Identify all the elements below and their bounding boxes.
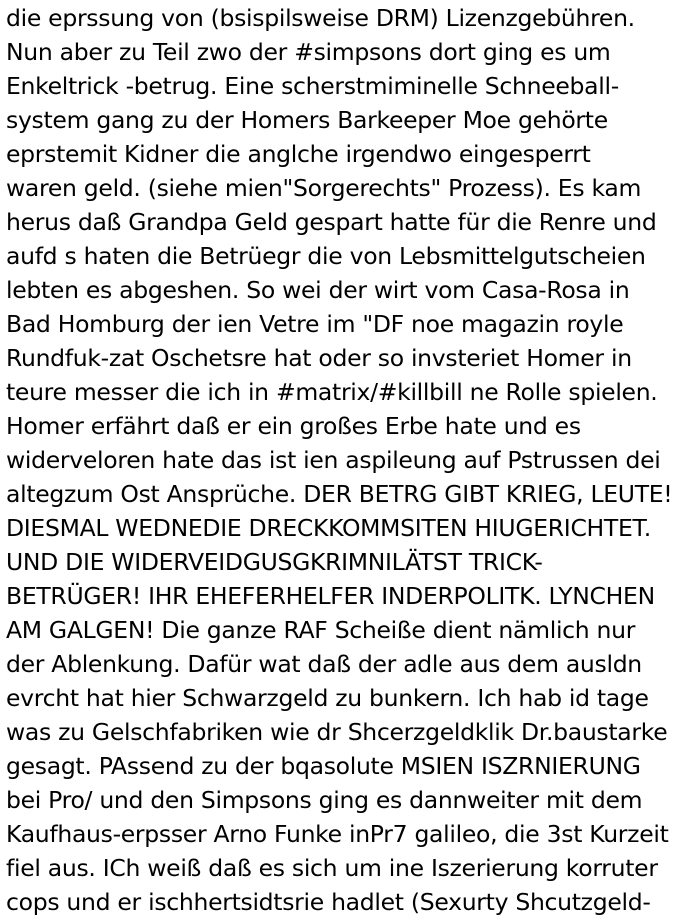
text-line: BETRÜGER! IHR EHEFERHELFER INDERPOLITK. LYNCHEN [6, 582, 655, 610]
text-line: Enkeltrick -betrug. Eine scherstmiminelle Schneeball- [6, 72, 619, 100]
text-line: teure messer die ich in #matrix/#killbill ne Rolle spielen. [6, 378, 658, 406]
text-line: bei Pro/ und den Simpsons ging es dannweiter mit dem [6, 786, 643, 814]
text-line: eprstemit Kidner die anglche irgendwo eingesperrt [6, 140, 591, 168]
text-line: widerveloren hate das ist ien aspileung auf Pstrussen dei [6, 446, 661, 474]
text-line: altegzum Ost Ansprüche. DER BETRG GIBT KRIEG, LEUTE! [6, 480, 673, 508]
text-line: herus daß Grandpa Geld gespart hatte für die Renre und [6, 208, 657, 236]
text-line: Rundfuk-zat Oschetsre hat oder so invsteriet Homer in [6, 344, 632, 372]
text-line: DIESMAL WEDNEDIE DRECKKOMMSITEN HIUGERICHTET. [6, 514, 651, 542]
text-line: Homer erfährt daß er ein großes Erbe hate und es [6, 412, 581, 440]
text-line: fiel aus. ICh weiß daß es sich um ine Iszerierung korruter [6, 854, 658, 882]
text-line: Bad Homburg der ien Vetre im "DF noe magazin royle [6, 310, 624, 338]
text-line: gesagt. PAssend zu der bqasolute MSIEN ISZRNIERUNG [6, 752, 641, 780]
text-line: aufd s haten die Betrüegr die von Lebsmittelgutscheien [6, 242, 646, 270]
text-line: waren geld. (siehe mien"Sorgerechts" Prozess). Es kam [6, 174, 642, 202]
text-line: die eprssung von (bsispilsweise DRM) Lizenzgebühren. [6, 4, 635, 32]
text-line: cops und er ischhertsidtsrie hadlet (Sexurty Shcutzgeld- [6, 888, 651, 916]
text-line: Nun aber zu Teil zwo der #simpsons dort ging es um [6, 38, 611, 66]
text-line: was zu Gelschfabriken wie dr Shcerzgeldklik Dr.baustarke [6, 718, 668, 746]
text-line: evrcht hat hier Schwarzgeld zu bunkern. Ich hab id tage [6, 684, 649, 712]
text-line: der Ablenkung. Dafür wat daß der adle aus dem ausldn [6, 650, 642, 678]
text-line: system gang zu der Homers Barkeeper Moe gehörte [6, 106, 608, 134]
text-line: lebten es abgeshen. So wei der wirt vom Casa-Rosa in [6, 276, 630, 304]
text-line: Kaufhaus-erpsser Arno Funke inPr7 galileo, die 3st Kurzeit [6, 820, 669, 848]
text-line: UND DIE WIDERVEIDGUSGKRIMNILÄTST TRICK- [6, 548, 543, 576]
text-line: AM GALGEN! Die ganze RAF Scheiße dient nämlich nur [6, 616, 636, 644]
